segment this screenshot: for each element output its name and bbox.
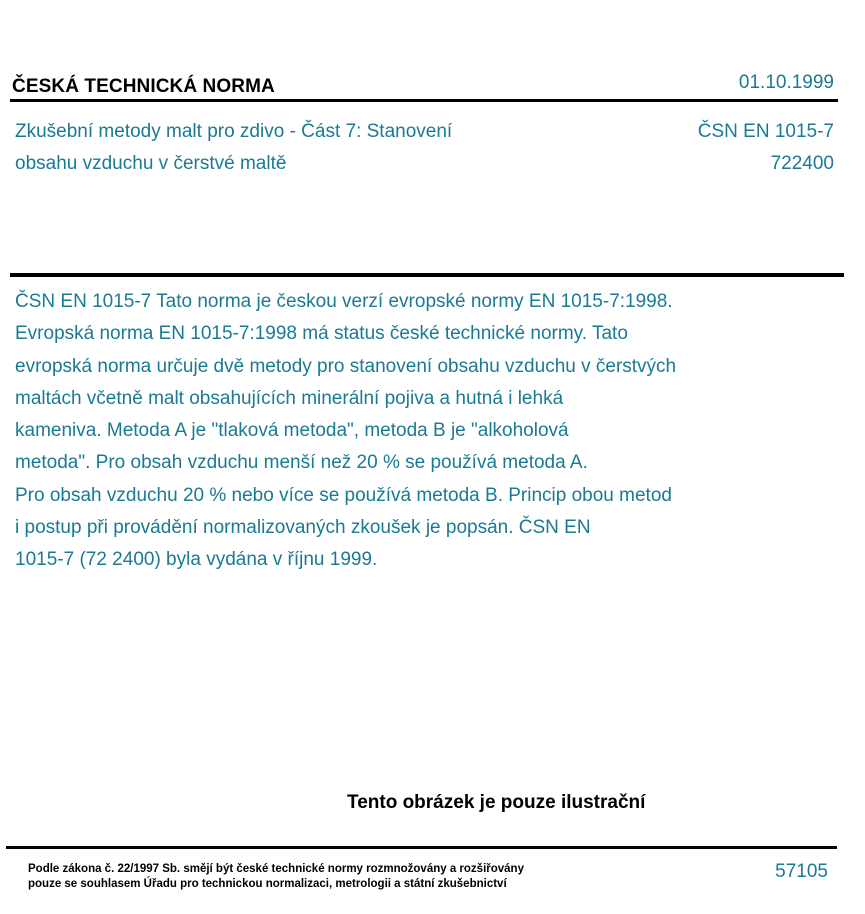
publication-date: 01.10.1999 [738,72,834,93]
abstract-line: ČSN EN 1015-7 Tato norma je českou verzí evropské normy EN 1015-7:1998. [15,291,673,312]
document-code-block [698,116,834,180]
legal-line: Podle zákona č. 22/1997 Sb. smějí být české technické normy rozmnožovány a rozšiřovány [28,863,524,875]
norm-label: ČESKÁ TECHNICKÁ NORMA [12,76,275,97]
title-line: Zkušební metody malt pro zdivo - Část 7: Stanovení [15,121,453,142]
abstract-line: maltách včetně malt obsahujících minerální pojiva a hutná i lehká [15,387,564,409]
abstract-line: i postup při provádění normalizovaných zkoušek je popsán. ČSN EN [15,517,591,539]
title-line: obsahu vzduchu v čerstvé maltě [15,153,287,174]
document-code: ČSN EN 1015-7 [697,121,834,142]
top-divider [10,99,838,102]
abstract-line: Evropská norma EN 1015-7:1998 má status české technické normy. Tato [15,323,628,345]
page-number: 57105 [775,861,828,882]
legal-line: pouze se souhlasem Úřadu pro technickou normalizaci, metrologii a státní zkušebnictví [28,878,507,890]
legal-notice [28,862,524,892]
abstract-line: metoda". Pro obsah vzduchu menší než 20 % se používá metoda A. [15,452,588,474]
bottom-divider [6,846,837,849]
abstract-text [15,286,785,577]
abstract-line: kameniva. Metoda A je "tlaková metoda", metoda B je "alkoholová [15,420,569,442]
middle-divider [10,273,844,277]
document-title [15,116,575,180]
illustration-note: Tento obrázek je pouze ilustrační [347,792,646,813]
abstract-line: 1015-7 (72 2400) byla vydána v říjnu 1999. [15,549,378,571]
abstract-line: Pro obsah vzduchu 20 % nebo více se používá metoda B. Princip obou metod [15,484,672,506]
abstract-line: evropská norma určuje dvě metody pro stanovení obsahu vzduchu v čerstvých [15,355,677,377]
class-number: 722400 [770,153,834,174]
